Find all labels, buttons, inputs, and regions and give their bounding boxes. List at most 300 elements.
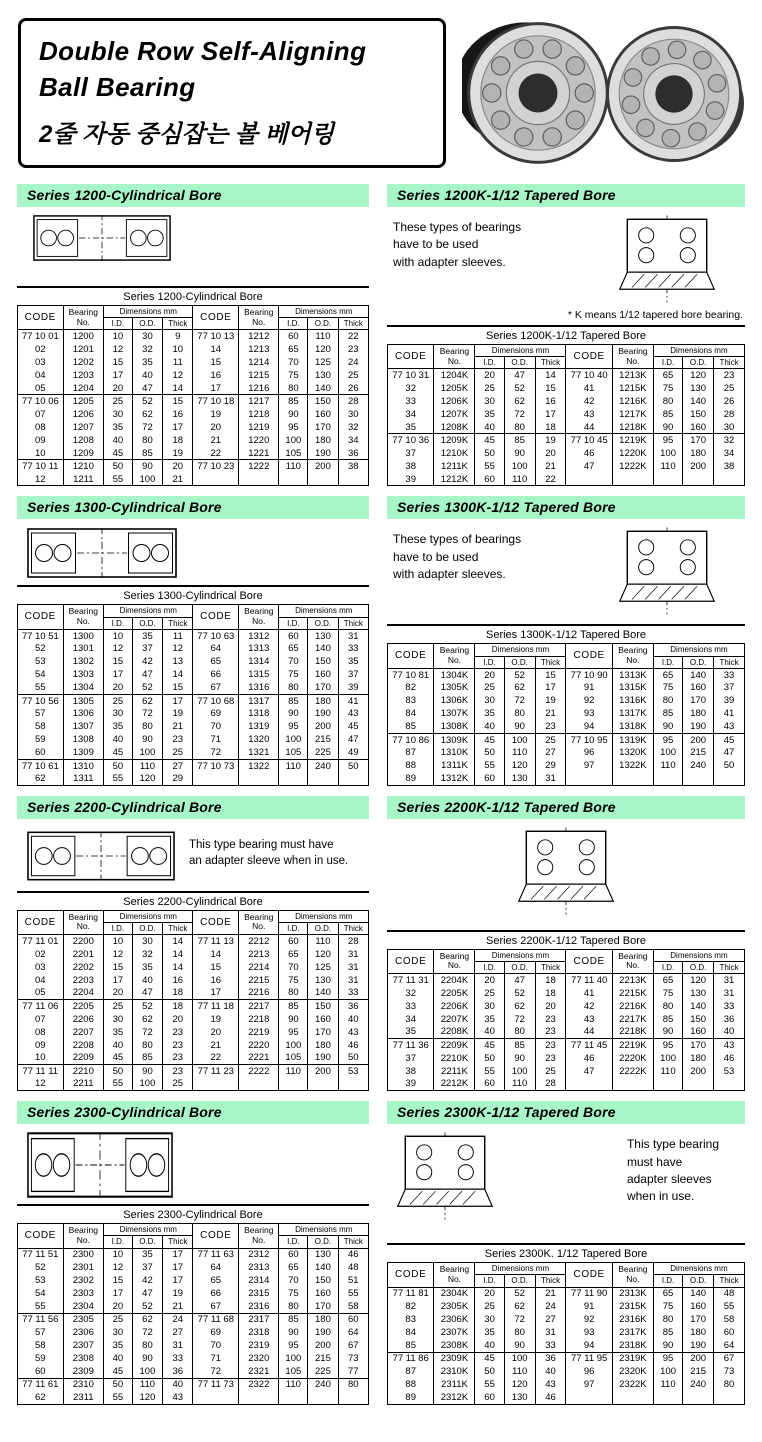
col-header-dimensions: Dimensions mm	[475, 644, 566, 656]
table-series-1300k	[387, 643, 745, 785]
col-header-id: I.D.	[103, 318, 132, 330]
cell-bearing-no: 2219	[239, 1026, 279, 1039]
cell-code: 22	[193, 1052, 239, 1065]
cell-dimension: 215	[683, 746, 714, 759]
cell-dimension: 15	[535, 382, 566, 395]
cell-dimension: 31	[338, 948, 368, 961]
cell-dimension: 52	[504, 987, 535, 1000]
cell-bearing-no: 2218K	[612, 1026, 653, 1039]
col-header-id: I.D.	[103, 1236, 132, 1248]
cell-bearing-no: 2305K	[434, 1300, 475, 1313]
cell-dimension: 20	[163, 1013, 193, 1026]
cell-bearing-no: 1308	[63, 733, 103, 746]
cell-dimension: 39	[338, 681, 368, 694]
cell-code: 83	[388, 1313, 434, 1326]
cell-dimension: 240	[683, 759, 714, 772]
page-title-line1: Double Row Self-Aligning	[39, 36, 367, 66]
cell-dimension: 130	[683, 987, 714, 1000]
cell-dimension: 38	[338, 460, 368, 473]
table-row	[18, 668, 369, 681]
cell-code: 17	[193, 382, 239, 395]
cell-code: 05	[18, 382, 64, 395]
cell-code: 15	[193, 961, 239, 974]
section-series-2200k	[387, 796, 745, 1091]
section-banner-label: Series 1200-Cylindrical Bore	[27, 187, 222, 203]
cell-dimension: 12	[103, 1261, 132, 1274]
cell-code: 77 10 40	[566, 369, 612, 382]
cell-bearing-no: 2311K	[434, 1378, 475, 1391]
cell-dimension: 90	[504, 1339, 535, 1352]
table-row	[18, 1065, 369, 1078]
cell-bearing-no: 1312	[239, 629, 279, 642]
cell-code: 60	[18, 746, 64, 759]
cell-dimension: 36	[338, 1000, 368, 1013]
cell-dimension: 23	[163, 1052, 193, 1065]
table-row	[388, 421, 745, 434]
cell-dimension: 55	[475, 1378, 504, 1391]
cell-dimension: 85	[279, 694, 308, 707]
cell-code	[193, 1078, 239, 1091]
cell-dimension: 45	[338, 720, 368, 733]
col-header-thick: Thick	[338, 617, 368, 629]
cell-bearing-no: 1309	[63, 746, 103, 759]
cell-code: 19	[193, 408, 239, 421]
note-line: with adapter sleeves.	[393, 567, 506, 582]
col-header-dimensions: Dimensions mm	[103, 306, 193, 318]
cell-bearing-no: 1318	[239, 707, 279, 720]
cell-dimension: 21	[163, 473, 193, 486]
cell-bearing-no: 2204	[63, 987, 103, 1000]
table-title-text: Series 1200K-1/12 Tapered Bore	[485, 330, 646, 342]
cell-dimension: 160	[308, 1287, 338, 1300]
cell-code: 71	[193, 1352, 239, 1365]
figure-row	[17, 207, 369, 267]
cell-dimension: 17	[163, 1274, 193, 1287]
cell-dimension: 21	[535, 707, 566, 720]
section-series-2200	[17, 796, 369, 1091]
cell-dimension: 19	[163, 447, 193, 460]
cell-dimension: 95	[279, 421, 308, 434]
cell-dimension: 29	[535, 759, 566, 772]
cell-dimension: 95	[653, 1039, 682, 1052]
cell-dimension: 15	[163, 395, 193, 408]
cell-dimension: 31	[714, 987, 745, 1000]
cell-bearing-no: 1300	[63, 629, 103, 642]
cell-bearing-no: 2308	[63, 1352, 103, 1365]
cell-dimension: 25	[163, 746, 193, 759]
cell-dimension: 37	[338, 668, 368, 681]
col-header-bearing-no: Bearing No.	[63, 1224, 103, 1248]
cell-dimension: 130	[683, 382, 714, 395]
cell-dimension: 90	[653, 720, 682, 733]
cell-bearing-no: 1310	[63, 759, 103, 772]
cell-dimension: 15	[103, 655, 132, 668]
cell-dimension: 19	[163, 1287, 193, 1300]
cell-bearing-no: 2211K	[434, 1065, 475, 1078]
cell-code: 64	[193, 642, 239, 655]
cell-dimension: 50	[475, 746, 504, 759]
cell-dimension: 39	[714, 694, 745, 707]
cell-bearing-no: 2212K	[434, 1078, 475, 1091]
cell-dimension: 19	[163, 707, 193, 720]
cell-dimension: 85	[504, 1039, 535, 1052]
cell-code: 77 11 90	[566, 1287, 612, 1300]
cell-dimension: 55	[475, 460, 504, 473]
table-row	[388, 1313, 745, 1326]
cell-dimension: 120	[132, 1391, 162, 1404]
cell-dimension: 110	[653, 1378, 682, 1391]
cell-bearing-no: 1218K	[612, 421, 653, 434]
cell-dimension: 60	[475, 473, 504, 486]
cell-bearing-no: 1213K	[612, 369, 653, 382]
cell-code: 70	[193, 1339, 239, 1352]
cell-dimension: 11	[163, 356, 193, 369]
cell-code: 44	[566, 421, 612, 434]
cell-code: 93	[566, 1326, 612, 1339]
cell-bearing-no: 2315K	[612, 1300, 653, 1313]
section-banner-label: Series 1200K-1/12 Tapered Bore	[397, 187, 616, 203]
cell-bearing-no: 1319	[239, 720, 279, 733]
cell-bearing-no: 1205K	[434, 382, 475, 395]
figure-row	[17, 519, 369, 585]
cell-bearing-no	[239, 1391, 279, 1404]
col-header-id: I.D.	[279, 922, 308, 934]
table-row	[18, 694, 369, 707]
col-header-dimensions: Dimensions mm	[103, 1224, 193, 1236]
cell-dimension: 110	[279, 1065, 308, 1078]
cell-dimension: 180	[308, 1039, 338, 1052]
cell-bearing-no: 2304	[63, 1300, 103, 1313]
cell-dimension: 26	[714, 395, 745, 408]
cell-code: 87	[388, 746, 434, 759]
cell-dimension: 95	[653, 733, 682, 746]
cell-bearing-no: 1308K	[434, 720, 475, 733]
section-banner	[17, 1101, 369, 1124]
cell-dimension: 77	[338, 1365, 368, 1378]
cell-code: 57	[18, 707, 64, 720]
cell-code: 77 10 31	[388, 369, 434, 382]
cell-dimension: 23	[535, 1052, 566, 1065]
cell-bearing-no: 1217	[239, 395, 279, 408]
cell-dimension	[308, 1078, 338, 1091]
cell-dimension: 20	[475, 1287, 504, 1300]
table-row	[388, 1013, 745, 1026]
cell-dimension: 110	[308, 330, 338, 343]
cell-dimension: 45	[475, 1352, 504, 1365]
table-row	[388, 707, 745, 720]
cell-code: 05	[18, 987, 64, 1000]
cell-bearing-no: 1307K	[434, 707, 475, 720]
col-header-bearing-no: Bearing No.	[239, 605, 279, 629]
page-title-line2: Ball Bearing	[39, 72, 196, 103]
cell-dimension	[308, 1391, 338, 1404]
col-header-dimensions: Dimensions mm	[653, 1263, 744, 1275]
cell-dimension: 85	[504, 434, 535, 447]
cell-dimension: 160	[683, 1300, 714, 1313]
cell-dimension: 215	[683, 1365, 714, 1378]
cell-code: 04	[18, 369, 64, 382]
cell-dimension: 15	[103, 356, 132, 369]
section-series-1200	[17, 184, 369, 486]
cell-dimension: 80	[338, 1378, 368, 1391]
table-row	[18, 759, 369, 772]
cell-code: 35	[388, 421, 434, 434]
cell-bearing-no: 2303	[63, 1287, 103, 1300]
cell-bearing-no: 2209K	[434, 1039, 475, 1052]
cell-dimension: 80	[504, 1326, 535, 1339]
col-header-thick: Thick	[163, 1236, 193, 1248]
cell-bearing-no: 1213	[239, 343, 279, 356]
cell-dimension: 130	[308, 629, 338, 642]
cell-bearing-no: 2222K	[612, 1065, 653, 1078]
cell-dimension: 150	[683, 408, 714, 421]
cell-dimension: 20	[475, 668, 504, 681]
col-header-od: O.D.	[132, 318, 162, 330]
cell-dimension: 72	[504, 1313, 535, 1326]
cell-code: 77 10 18	[193, 395, 239, 408]
cell-code: 17	[193, 987, 239, 1000]
col-header-dimensions: Dimensions mm	[279, 605, 369, 617]
cell-code: 38	[388, 1065, 434, 1078]
cell-code: 77 10 45	[566, 434, 612, 447]
cell-dimension: 20	[475, 369, 504, 382]
table-row	[18, 1000, 369, 1013]
cell-dimension: 110	[132, 759, 162, 772]
cell-dimension: 160	[308, 408, 338, 421]
cell-dimension: 33	[338, 987, 368, 1000]
cell-dimension: 100	[132, 746, 162, 759]
cell-code: 77 10 68	[193, 694, 239, 707]
cell-dimension: 18	[535, 974, 566, 987]
cell-dimension: 75	[279, 974, 308, 987]
cell-code: 77 10 23	[193, 460, 239, 473]
col-header-od: O.D.	[683, 1275, 714, 1287]
cell-dimension: 24	[535, 1300, 566, 1313]
col-header-bearing-no: Bearing No.	[612, 1263, 653, 1287]
cell-code: 77 11 63	[193, 1248, 239, 1261]
cell-dimension: 60	[714, 1326, 745, 1339]
cell-dimension	[308, 772, 338, 785]
title-box	[18, 18, 446, 168]
cell-code: 77 10 63	[193, 629, 239, 642]
cell-dimension: 33	[714, 668, 745, 681]
cell-dimension: 110	[279, 1378, 308, 1391]
cell-dimension: 43	[714, 720, 745, 733]
cell-dimension: 90	[132, 1065, 162, 1078]
cell-dimension: 23	[535, 1013, 566, 1026]
cell-bearing-no: 2216K	[612, 1000, 653, 1013]
cell-dimension: 47	[338, 733, 368, 746]
cell-code: 77 11 68	[193, 1313, 239, 1326]
cell-bearing-no: 1320K	[612, 746, 653, 759]
cell-dimension: 120	[308, 948, 338, 961]
cell-dimension: 36	[535, 1352, 566, 1365]
col-header-code: CODE	[193, 1224, 239, 1248]
cell-code: 46	[566, 447, 612, 460]
cell-bearing-no: 2318K	[612, 1339, 653, 1352]
cell-dimension: 55	[103, 473, 132, 486]
cell-bearing-no: 2312K	[434, 1391, 475, 1404]
cell-code: 77 11 95	[566, 1352, 612, 1365]
cell-code: 09	[18, 1039, 64, 1052]
cell-dimension: 60	[475, 1078, 504, 1091]
col-header-bearing-no: Bearing No.	[63, 605, 103, 629]
cell-dimension: 180	[308, 694, 338, 707]
col-header-id: I.D.	[475, 1275, 504, 1287]
cell-bearing-no: 2206	[63, 1013, 103, 1026]
cell-bearing-no: 2301	[63, 1261, 103, 1274]
cell-dimension: 85	[132, 1052, 162, 1065]
cell-bearing-no: 2210	[63, 1065, 103, 1078]
table-row	[18, 642, 369, 655]
table-row	[388, 1287, 745, 1300]
cell-bearing-no	[612, 473, 653, 486]
cell-dimension: 70	[279, 1274, 308, 1287]
table-row	[18, 1287, 369, 1300]
cell-dimension: 23	[163, 1026, 193, 1039]
cell-dimension: 46	[338, 1248, 368, 1261]
cell-dimension: 47	[132, 382, 162, 395]
cell-dimension: 75	[653, 1300, 682, 1313]
cell-bearing-no: 1322K	[612, 759, 653, 772]
cell-bearing-no: 2309	[63, 1365, 103, 1378]
cell-bearing-no: 2216	[239, 987, 279, 1000]
cell-code: 71	[193, 733, 239, 746]
col-header-code: CODE	[18, 1224, 64, 1248]
table-series-2300	[17, 1223, 369, 1404]
table-row	[18, 473, 369, 486]
cell-code: 15	[193, 356, 239, 369]
col-header-code: CODE	[193, 910, 239, 934]
cell-dimension: 35	[103, 1026, 132, 1039]
cell-code: 32	[388, 382, 434, 395]
cell-bearing-no: 2308K	[434, 1339, 475, 1352]
cell-dimension: 70	[279, 961, 308, 974]
cell-bearing-no: 2310K	[434, 1365, 475, 1378]
cell-bearing-no: 1317K	[612, 707, 653, 720]
tapered-bore-diagram-icon	[514, 827, 618, 915]
cell-dimension: 45	[103, 1052, 132, 1065]
cell-code: 66	[193, 1287, 239, 1300]
cell-dimension: 51	[338, 1274, 368, 1287]
cell-bearing-no: 1309K	[434, 733, 475, 746]
cell-dimension	[308, 473, 338, 486]
cell-dimension: 90	[132, 460, 162, 473]
col-header-id: I.D.	[103, 922, 132, 934]
cell-code: 54	[18, 668, 64, 681]
cell-dimension: 53	[338, 1065, 368, 1078]
k-meaning-note: * K means 1/12 tapered bore bearing.	[567, 309, 743, 321]
cell-bearing-no: 1307	[63, 720, 103, 733]
cell-code: 57	[18, 1326, 64, 1339]
col-header-bearing-no: Bearing No.	[434, 644, 475, 668]
cell-dimension: 40	[338, 1013, 368, 1026]
cell-dimension: 50	[714, 759, 745, 772]
col-header-code: CODE	[388, 949, 434, 973]
cell-code: 77 11 18	[193, 1000, 239, 1013]
cell-dimension: 43	[163, 1391, 193, 1404]
cell-dimension: 62	[132, 408, 162, 421]
col-header-bearing-no: Bearing No.	[612, 949, 653, 973]
cell-code	[193, 1391, 239, 1404]
cell-code: 33	[388, 395, 434, 408]
table-title	[17, 585, 369, 604]
cell-dimension	[338, 772, 368, 785]
cell-dimension: 180	[308, 434, 338, 447]
cell-code: 43	[566, 1013, 612, 1026]
table-series-2300k	[387, 1262, 745, 1404]
table-row	[18, 720, 369, 733]
cell-dimension: 160	[683, 681, 714, 694]
cell-dimension: 100	[132, 1365, 162, 1378]
col-header-od: O.D.	[132, 617, 162, 629]
note-line: This type bearing must have	[189, 838, 334, 851]
cell-code: 94	[566, 1339, 612, 1352]
col-header-bearing-no: Bearing No.	[434, 949, 475, 973]
col-header-thick: Thick	[535, 656, 566, 668]
cell-bearing-no: 1316	[239, 681, 279, 694]
col-header-id: I.D.	[653, 357, 682, 369]
cell-bearing-no: 2217	[239, 1000, 279, 1013]
cell-dimension: 130	[308, 1248, 338, 1261]
cell-bearing-no: 1221	[239, 447, 279, 460]
cell-code	[193, 473, 239, 486]
cell-code: 52	[18, 1261, 64, 1274]
cell-dimension: 170	[308, 681, 338, 694]
section-banner	[17, 496, 369, 519]
cell-code: 77 11 45	[566, 1039, 612, 1052]
cell-code: 07	[18, 408, 64, 421]
cell-dimension: 190	[308, 1052, 338, 1065]
cell-dimension: 70	[279, 655, 308, 668]
section-banner	[387, 796, 745, 819]
cell-bearing-no: 1203	[63, 369, 103, 382]
table-row	[18, 629, 369, 642]
table-row	[388, 1365, 745, 1378]
cell-dimension: 80	[279, 1300, 308, 1313]
cell-dimension: 30	[475, 1313, 504, 1326]
cell-dimension: 60	[475, 772, 504, 785]
col-header-dimensions: Dimensions mm	[653, 644, 744, 656]
cell-bearing-no: 1313	[239, 642, 279, 655]
cell-bearing-no: 2214	[239, 961, 279, 974]
bearing-cross-section-icon	[27, 215, 177, 261]
cell-code: 60	[18, 1365, 64, 1378]
cell-dimension: 65	[279, 642, 308, 655]
cell-dimension: 31	[338, 629, 368, 642]
cell-code: 77 11 06	[18, 1000, 64, 1013]
cell-dimension: 35	[475, 1326, 504, 1339]
cell-dimension: 55	[475, 1065, 504, 1078]
cell-code	[566, 1391, 612, 1404]
cell-code: 77 11 56	[18, 1313, 64, 1326]
table-row	[388, 681, 745, 694]
cell-dimension: 105	[279, 1052, 308, 1065]
cell-bearing-no: 1212K	[434, 473, 475, 486]
col-header-thick: Thick	[714, 961, 745, 973]
cell-dimension: 40	[535, 1365, 566, 1378]
cell-dimension: 110	[653, 759, 682, 772]
cell-code: 41	[566, 987, 612, 1000]
table-row	[18, 421, 369, 434]
cell-dimension: 30	[103, 408, 132, 421]
cell-dimension: 190	[308, 447, 338, 460]
table-title-text: Series 1200-Cylindrical Bore	[123, 291, 263, 303]
cell-bearing-no: 1306	[63, 707, 103, 720]
table-title	[387, 930, 745, 949]
table-row	[388, 1000, 745, 1013]
cell-dimension: 225	[308, 746, 338, 759]
